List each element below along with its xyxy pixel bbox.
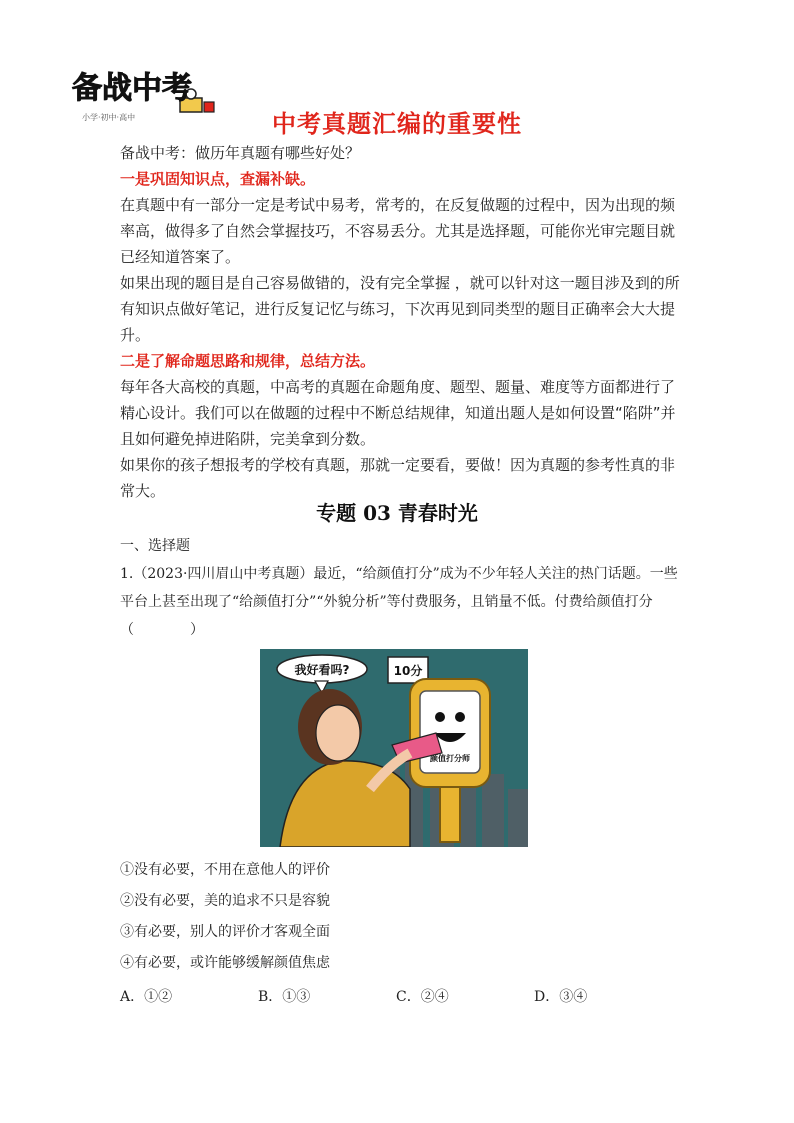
statement-2: ②没有必要，美的追求不只是容貌 — [120, 893, 330, 909]
question-1-text: 1.（2023·四川眉山中考真题）最近，“给颜值打分”成为不少年轻人关注的热门话题。一些平台上甚至出现了“给颜值打分”“外貌分析”等付费服务，且销量不低。付费给颜值打分（ ） — [120, 566, 678, 638]
logo-text: 备战中考 — [72, 71, 192, 106]
statement-list — [120, 855, 680, 979]
question-area — [120, 532, 680, 644]
choice-a[interactable]: A．①② — [120, 989, 173, 1005]
intro-point-1: 一是巩固知识点，查漏补缺。 — [120, 170, 316, 188]
statement-3: ③有必要，别人的评价才客观全面 — [120, 924, 330, 940]
intro-paragraph-1: 在真题中有一部分一定是考试中易考，常考的，在反复做题的过程中，因为出现的频率高，做得多了自然会掌握技巧，不容易丢分。尤其是选择题，可能你光审完题目就已经知道答案了。 — [120, 196, 676, 266]
intro-paragraph-2: 如果出现的题目是自己容易做错的，没有完全掌握 ，就可以针对这一题目涉及到的所有知识点做好笔记，进行反复记忆与练习，下次再见到同类型的题目正确率会大大提升。 — [120, 274, 680, 344]
intro-paragraph-4: 如果你的孩子想报考的学校有真题，那就一定要看，要做！因为真题的参考性真的非常大。 — [120, 456, 676, 500]
answer-choices — [120, 983, 680, 1011]
screen-label: 颜值打分师 — [430, 754, 470, 763]
question-illustration — [260, 649, 528, 847]
choice-d[interactable]: D．③④ — [534, 989, 588, 1005]
speech-text: 我好看吗? — [294, 663, 350, 677]
section-heading: 一、选择题 — [120, 538, 190, 554]
choice-b[interactable]: B．①③ — [258, 989, 311, 1005]
intro-paragraph-3: 每年各大高校的真题，中高考的真题在命题角度、题型、题量、难度等方面都进行了精心设计。我们可以在做题的过程中不断总结规律，知道出题人是如何设置“陷阱”并且如何避免掉进陷阱，完美拿到分数。 — [120, 378, 676, 448]
statement-4: ④有必要，或许能够缓解颜值焦虑 — [120, 955, 330, 971]
sign-text: 10分 — [393, 664, 423, 678]
intro-section — [120, 140, 680, 504]
main-title: 中考真题汇编的重要性 — [272, 110, 522, 138]
statement-1: ①没有必要，不用在意他人的评价 — [120, 862, 330, 878]
intro-point-2: 二是了解命题思路和规律，总结方法。 — [120, 352, 376, 370]
section-title: 专题 03 青春时光 — [316, 501, 478, 525]
intro-question: 备战中考：做历年真题有哪些好处？ — [120, 144, 361, 162]
logo-subtext: 小学·初中·高中 — [82, 113, 136, 122]
choice-c[interactable]: C．②④ — [396, 989, 449, 1005]
